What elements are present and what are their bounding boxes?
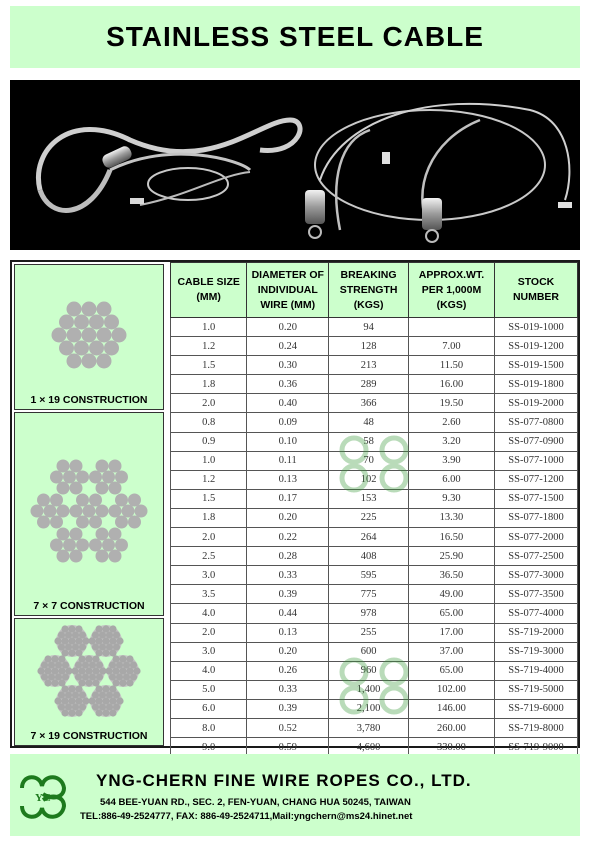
cell-stock-number: SS-077-0800 (494, 413, 577, 432)
construction-panel-7x19 (14, 618, 164, 746)
table-header-row (171, 263, 578, 318)
cell-cable-size: 1.5 (171, 489, 247, 508)
cell-breaking-strength: 213 (329, 356, 409, 375)
cell-cable-size: 1.2 (171, 337, 247, 356)
cell-weight: 2.60 (408, 413, 494, 432)
cell-wire-diameter: 0.11 (247, 451, 329, 470)
cell-weight: 260.00 (408, 718, 494, 737)
cell-weight: 7.00 (408, 337, 494, 356)
cell-cable-size: 1.8 (171, 508, 247, 527)
cell-weight: 3.20 (408, 432, 494, 451)
cell-wire-diameter: 0.28 (247, 547, 329, 566)
construction-panel-7x7 (14, 412, 164, 616)
cell-cable-size: 1.0 (171, 451, 247, 470)
title-banner (10, 6, 580, 68)
strand-7x19-icon (15, 619, 163, 729)
cell-weight: 49.00 (408, 585, 494, 604)
cell-breaking-strength: 255 (329, 623, 409, 642)
header-wire-diameter: DIAMETER OF INDIVIDUAL WIRE (MM) (247, 263, 329, 318)
cell-breaking-strength: 70 (329, 451, 409, 470)
ycc-watermark-logo (324, 652, 424, 722)
cell-wire-diameter: 0.33 (247, 566, 329, 585)
cell-stock-number: SS-719-3000 (494, 642, 577, 661)
cell-breaking-strength: 595 (329, 566, 409, 585)
cell-cable-size: 1.2 (171, 470, 247, 489)
cell-wire-diameter: 0.17 (247, 489, 329, 508)
cell-weight: 3.90 (408, 451, 494, 470)
cell-stock-number: SS-077-1800 (494, 508, 577, 527)
page-title: STAINLESS STEEL CABLE (106, 21, 484, 52)
cell-stock-number: SS-077-1200 (494, 470, 577, 489)
table-row (171, 318, 578, 337)
construction-label: 7 × 19 CONSTRUCTION (30, 730, 148, 742)
cell-stock-number: SS-019-1800 (494, 375, 577, 394)
cell-wire-diameter: 0.44 (247, 604, 329, 623)
product-photo (10, 80, 580, 250)
cell-wire-diameter: 0.36 (247, 375, 329, 394)
cell-weight: 330.00 (408, 738, 494, 757)
cell-wire-diameter: 0.20 (247, 642, 329, 661)
cell-cable-size: 0.8 (171, 413, 247, 432)
table-row (171, 623, 578, 642)
cell-breaking-strength: 960 (329, 661, 409, 680)
cell-cable-size: 2.0 (171, 623, 247, 642)
table-row (171, 547, 578, 566)
cell-cable-size: 4.0 (171, 661, 247, 680)
table-row (171, 604, 578, 623)
cell-wire-diameter: 0.26 (247, 661, 329, 680)
header-breaking-strength: BREAKING STRENGTH (KGS) (329, 263, 409, 318)
cell-wire-diameter: 0.13 (247, 470, 329, 489)
ycc-watermark-logo (324, 430, 424, 500)
cell-wire-diameter: 0.20 (247, 318, 329, 337)
cell-stock-number: SS-019-1500 (494, 356, 577, 375)
cell-cable-size: 8.0 (171, 718, 247, 737)
company-contact: TEL:886-49-2524777, FAX: 886-49-2524711,Mail:yngchern@ms24.hinet.net (80, 811, 413, 822)
cell-cable-size: 0.9 (171, 432, 247, 451)
strand-7x7-icon (15, 413, 163, 593)
table-row (171, 508, 578, 527)
header-weight: APPROX.WT. PER 1,000M (KGS) (408, 263, 494, 318)
cell-breaking-strength: 978 (329, 604, 409, 623)
company-logo-icon (14, 768, 74, 826)
cell-breaking-strength: 153 (329, 489, 409, 508)
cell-weight: 102.00 (408, 680, 494, 699)
table-row (171, 356, 578, 375)
cell-stock-number: SS-077-4000 (494, 604, 577, 623)
logo-text: YC (35, 792, 51, 804)
cell-stock-number: SS-719-9000 (494, 738, 577, 757)
cell-wire-diameter: 0.33 (247, 680, 329, 699)
cell-stock-number: SS-077-0900 (494, 432, 577, 451)
cell-cable-size: 5.0 (171, 680, 247, 699)
cell-stock-number: SS-077-1500 (494, 489, 577, 508)
cell-breaking-strength: 408 (329, 547, 409, 566)
cell-stock-number: SS-719-5000 (494, 680, 577, 699)
cell-weight: 9.30 (408, 489, 494, 508)
cell-wire-diameter: 0.40 (247, 394, 329, 413)
company-footer (10, 754, 580, 836)
cell-wire-diameter: 0.09 (247, 413, 329, 432)
cell-weight: 25.90 (408, 547, 494, 566)
cell-weight: 6.00 (408, 470, 494, 489)
table-row (171, 337, 578, 356)
cell-weight: 65.00 (408, 604, 494, 623)
header-stock-number: STOCK NUMBER (494, 263, 577, 318)
company-name: YNG-CHERN FINE WIRE ROPES CO., LTD. (96, 771, 472, 790)
cell-wire-diameter: 0.13 (247, 623, 329, 642)
cell-breaking-strength: 264 (329, 528, 409, 547)
cell-stock-number: SS-719-2000 (494, 623, 577, 642)
cell-stock-number: SS-077-2000 (494, 528, 577, 547)
cell-wire-diameter: 0.20 (247, 508, 329, 527)
cell-breaking-strength: 128 (329, 337, 409, 356)
cell-cable-size: 1.0 (171, 318, 247, 337)
cell-cable-size: 1.5 (171, 356, 247, 375)
cell-wire-diameter: 0.52 (247, 718, 329, 737)
cell-weight (408, 318, 494, 337)
cell-stock-number: SS-019-1000 (494, 318, 577, 337)
header-cable-size: CABLE SIZE (MM) (171, 263, 247, 318)
strand-1x19-icon (15, 265, 163, 385)
table-row (171, 375, 578, 394)
cell-cable-size: 1.8 (171, 375, 247, 394)
cell-wire-diameter: 0.39 (247, 585, 329, 604)
table-row (171, 394, 578, 413)
cell-stock-number: SS-719-4000 (494, 661, 577, 680)
cell-stock-number: SS-077-3500 (494, 585, 577, 604)
cell-breaking-strength: 775 (329, 585, 409, 604)
cell-breaking-strength: 1,400 (329, 680, 409, 699)
cell-breaking-strength: 48 (329, 413, 409, 432)
construction-label: 7 × 7 CONSTRUCTION (33, 600, 145, 612)
cell-weight: 36.50 (408, 566, 494, 585)
spec-table-frame (10, 260, 580, 753)
cell-breaking-strength: 102 (329, 470, 409, 489)
cell-cable-size: 2.0 (171, 528, 247, 547)
cell-weight: 13.30 (408, 508, 494, 527)
cell-stock-number: SS-719-6000 (494, 699, 577, 718)
construction-label: 1 × 19 CONSTRUCTION (30, 394, 148, 406)
cell-cable-size: 2.0 (171, 394, 247, 413)
cell-cable-size: 4.0 (171, 604, 247, 623)
cell-breaking-strength: 2,100 (329, 699, 409, 718)
construction-column (12, 262, 168, 746)
cell-cable-size: 6.0 (171, 699, 247, 718)
cell-cable-size: 3.0 (171, 642, 247, 661)
cell-stock-number: SS-019-2000 (494, 394, 577, 413)
cell-cable-size: 9.0 (171, 738, 247, 757)
cell-weight: 11.50 (408, 356, 494, 375)
cell-wire-diameter: 0.39 (247, 699, 329, 718)
cell-breaking-strength: 600 (329, 642, 409, 661)
cell-weight: 19.50 (408, 394, 494, 413)
cell-stock-number: SS-019-1200 (494, 337, 577, 356)
cell-weight: 16.50 (408, 528, 494, 547)
cell-cable-size: 3.5 (171, 585, 247, 604)
table-row (171, 528, 578, 547)
cell-wire-diameter: 0.59 (247, 738, 329, 757)
cell-stock-number: SS-077-2500 (494, 547, 577, 566)
cell-stock-number: SS-077-1000 (494, 451, 577, 470)
cell-wire-diameter: 0.24 (247, 337, 329, 356)
cell-weight: 17.00 (408, 623, 494, 642)
cell-stock-number: SS-719-8000 (494, 718, 577, 737)
construction-panel-1x19 (14, 264, 164, 410)
cell-breaking-strength: 289 (329, 375, 409, 394)
cell-weight: 16.00 (408, 375, 494, 394)
cell-cable-size: 2.5 (171, 547, 247, 566)
cell-weight: 65.00 (408, 661, 494, 680)
cell-cable-size: 3.0 (171, 566, 247, 585)
cell-wire-diameter: 0.30 (247, 356, 329, 375)
cell-breaking-strength: 366 (329, 394, 409, 413)
cell-wire-diameter: 0.22 (247, 528, 329, 547)
cell-breaking-strength: 225 (329, 508, 409, 527)
cell-stock-number: SS-077-3000 (494, 566, 577, 585)
cell-weight: 37.00 (408, 642, 494, 661)
cell-breaking-strength: 58 (329, 432, 409, 451)
table-row (171, 566, 578, 585)
cell-breaking-strength: 3,780 (329, 718, 409, 737)
cell-weight: 146.00 (408, 699, 494, 718)
company-address: 544 BEE-YUAN RD., SEC. 2, FEN-YUAN, CHANG HUA 50245, TAIWAN (100, 797, 411, 808)
cell-breaking-strength: 94 (329, 318, 409, 337)
cell-breaking-strength: 4,600 (329, 738, 409, 757)
cell-wire-diameter: 0.10 (247, 432, 329, 451)
table-row (171, 585, 578, 604)
cable-photo-illustration (10, 80, 580, 250)
